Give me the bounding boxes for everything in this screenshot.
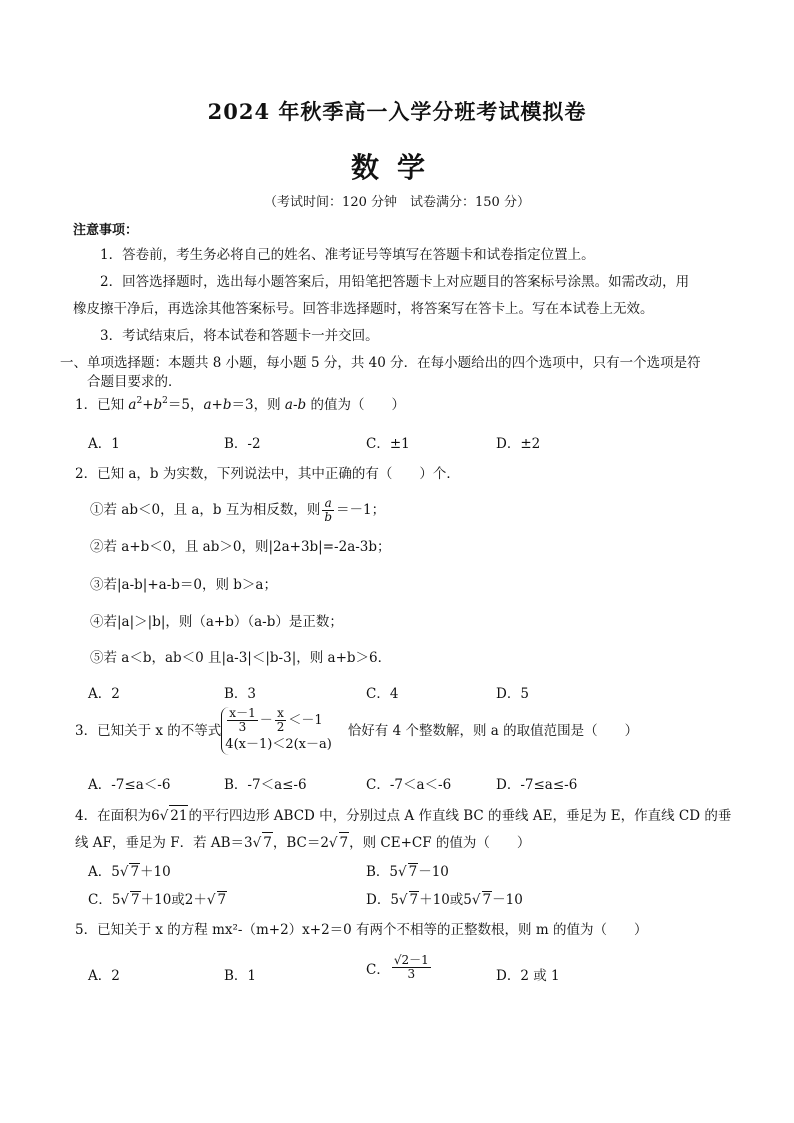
q4-option-a: A．5√ 7＋10: [88, 864, 171, 880]
q3-option-b: B．-7＜a≤-6: [224, 777, 307, 793]
note-1: 1．答卷前，考生务必将自己的姓名、准考证号等填写在答题卡和试卷指定位置上。: [100, 247, 595, 263]
q3-option-d: D．-7≤a≤-6: [496, 777, 578, 793]
q2-statement-3: ③若|a-b|+a-b＝0，则 b＞a；: [90, 577, 277, 593]
question-1-stem: 1．已知 $a^2+b^2=5$，a+b＝3，则 a-b 的值为（ ）: [75, 396, 405, 413]
question-4-line-2: 线 AF，垂足为 F．若 AB＝3√ 7，BC＝2√ 7，则 CE+CF 的值为（ ）: [75, 832, 530, 853]
q4-option-c: C．5√ 7＋10或2＋√ 7: [88, 892, 227, 908]
section-1-heading: 一、单项选择题：本题共 8 小题，每小题 5 分，共 40 分．在每小题给出的四个选项中，只有一个选项是符: [60, 355, 701, 371]
subject-title: 数学: [350, 151, 443, 184]
q1-option-b: B．-2: [224, 436, 261, 452]
q1-option-a: A．1: [88, 436, 120, 452]
q5-option-a: A．2: [88, 968, 120, 984]
exam-title: 2024 年秋季高一入学分班考试模拟卷: [207, 99, 587, 124]
q2-statement-5: ⑤若 a＜b，ab＜0 且|a-3|＜|b-3|，则 a+b＞6．: [90, 650, 392, 666]
section-1-heading-cont: 合题目要求的．: [87, 374, 182, 390]
note-2-line-1: 2．回答选择题时，选出每小题答案后，用铅笔把答题卡上对应题目的答案标号涂黑。如需改动，用: [100, 274, 690, 290]
question-5-stem: 5．已知关于 x 的方程 mx²-（m+2）x+2＝0 有两个不相等的正整数根，则 m 的值为（ ）: [75, 922, 648, 938]
exam-info: （考试时间：120 分钟 试卷满分：150 分）: [264, 195, 530, 210]
q3-inequality-system: $\frac{x-1}{3}$ － $\frac{x}{2}$ ＜－1 4(x－1)＜2(x－a): [221, 707, 332, 755]
q4-option-d: D．5√ 7＋10或5√ 7－10: [366, 892, 523, 908]
q2-statement-1: ①若 ab＜0，且 a，b 互为相反数，则 $\frac{a}{b}$ ＝－1；: [90, 496, 386, 524]
q5-option-c: C． $\frac{√2-1}{3}$: [366, 953, 429, 981]
q1-option-c: C．±1: [366, 436, 410, 452]
note-3: 3．考试结束后，将本试卷和答题卡一并交回。: [100, 328, 379, 344]
q5-option-b: B．1: [224, 968, 257, 984]
question-3-stem: 3．已知关于 x 的不等式 $\frac{x-1}{3}$ － $\frac{x}{2}$ ＜－1 4(x－1)＜2(x－a) 恰好有 4 个整数解，则 a 的取值范围是（ ）: [75, 707, 638, 755]
q2-option-d: D．5: [496, 686, 529, 702]
q2-option-c: C．4: [366, 686, 399, 702]
q2-option-a: A．2: [88, 686, 120, 702]
q4-option-b: B．5√ 7－10: [366, 864, 449, 880]
q2-statement-2: ②若 a+b＜0，且 ab＞0，则|2a+3b|=-2a-3b；: [90, 539, 391, 555]
notes-heading: 注意事项：: [73, 223, 139, 238]
question-2-stem: 2．已知 a，b 为实数，下列说法中，其中正确的有（ ）个．: [75, 466, 460, 482]
q2-option-b: B．3: [224, 686, 257, 702]
note-2-line-2: 橡皮擦干净后，再选涂其他答案标号。回答非选择题时，将答案写在答卡上。写在本试卷上无效。: [73, 301, 654, 317]
q1-option-d: D．±2: [496, 436, 541, 452]
q3-option-c: C．-7＜a＜-6: [366, 777, 452, 793]
q5-option-d: D．2 或 1: [496, 968, 560, 984]
q2-statement-4: ④若|a|＞|b|，则（a+b）（a-b）是正数；: [90, 614, 343, 630]
question-4-line-1: 4．在面积为6√ 21的平行四边形 ABCD 中，分别过点 A 作直线 BC 的垂线 AE，垂足为 E，作直线 CD 的垂: [75, 805, 731, 826]
q3-option-a: A．-7≤a＜-6: [88, 777, 171, 793]
